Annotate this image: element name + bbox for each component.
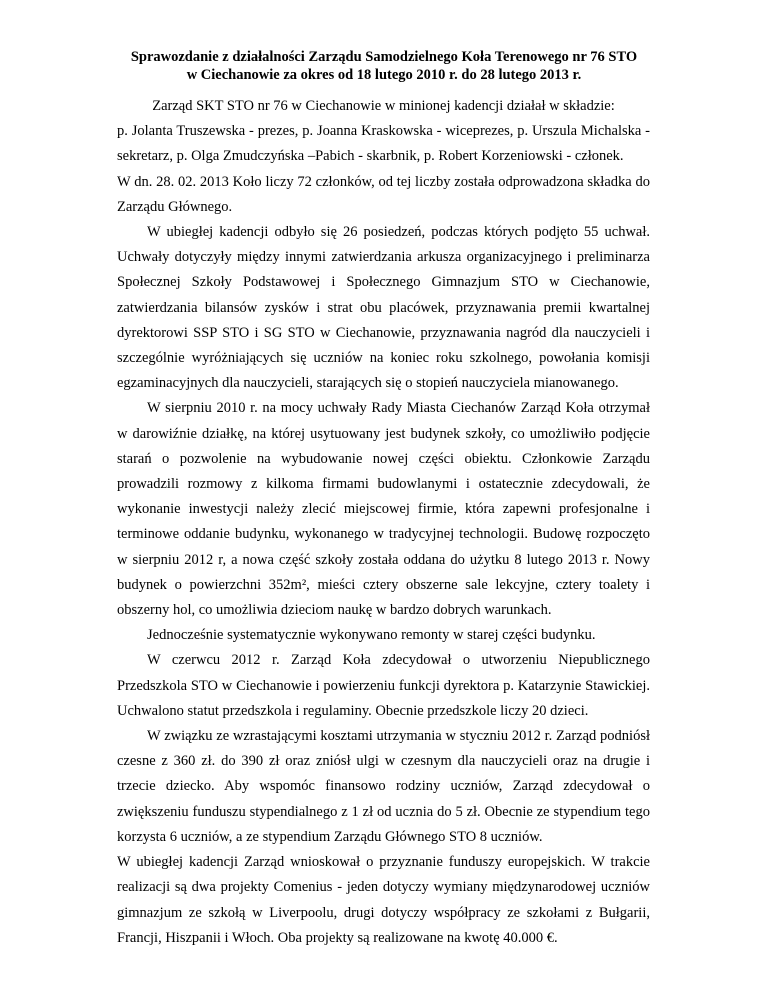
title-line-1: Sprawozdanie z działalności Zarządu Samodzielnego Koła Terenowego nr 76 STO bbox=[130, 49, 638, 65]
paragraph-board-members: p. Jolanta Truszewska - prezes, p. Joanna Kraskowska - wiceprezes, p. Urszula Michalska -sekretarz, p. Olga Zmudczyńska –Pabich - skarbnik, p. Robert Korzeniowski - członek. bbox=[117, 123, 650, 165]
paragraph-membership: W dn. 28. 02. 2013 Koło liczy 72 członków, od tej liczby została odprowadzona składka do Zarządu Głównego. bbox=[117, 173, 650, 215]
document-body bbox=[117, 94, 650, 951]
paragraph-renovations: Jednocześnie systematycznie wykonywano remonty w starej części budynku. bbox=[147, 627, 596, 644]
paragraph-building: W sierpniu 2010 r. na mocy uchwały Rady Miasta Ciechanów Zarząd Koła otrzymał w darowiźnie działkę, na której usytuowany jest budynek szkoły, co umożliwiło podjęcie starań o pozwolenie na wybudowanie nowej części obiektu. Członkowie Zarządu prowadzili rozmowy z kilkoma firmami budowlanymi i ostatecznie zdecydowali, że wykonanie inwestycji należy zlecić miejscowej firmie, która zapewni profesjonalne i terminowe oddanie budynku, wykonanego w tradycyjnej technologii. Budowę rozpoczęto w sierpniu 2012 r, a nowa część szkoły została oddana do użytku 8 lutego 2013 r. Nowy budynek o powierzchni 352m², mieści cztery obszerne sale lekcyjne, cztery toalety i obszerny hol, co umożliwia dzieciom naukę w bardzo dobrych warunkach. bbox=[117, 400, 650, 619]
paragraph-preschool: W czerwcu 2012 r. Zarząd Koła zdecydował o utworzeniu Niepublicznego Przedszkola STO w Ciechanowie i powierzeniu funkcji dyrektora p. Katarzynie Stawickiej. Uchwalono statut przedszkola i regulaminy. Obecnie przedszkole liczy 20 dzieci. bbox=[117, 652, 650, 719]
title-line-2: w Ciechanowie za okres od 18 lutego 2010 r. do 28 lutego 2013 r. bbox=[186, 67, 582, 83]
paragraph-board-intro: Zarząd SKT STO nr 76 w Ciechanowie w minionej kadencji działał w składzie: bbox=[152, 98, 615, 114]
paragraph-tuition: W związku ze wzrastającymi kosztami utrzymania w styczniu 2012 r. Zarząd podniósł czesne z 360 zł. do 390 zł oraz zniósł ulgi w czesnym dla nauczycieli oraz na drugie i trzecie dziecko. Aby wspomóc finansowo rodziny uczniów, Zarząd zdecydował o zwiększeniu funduszu stypendialnego z 1 zł od ucznia do 5 zł. Obecnie ze stypendium tego korzysta 6 uczniów, a ze stypendium Zarządu Głównego STO 8 uczniów. bbox=[117, 728, 650, 845]
paragraph-meetings: W ubiegłej kadencji odbyło się 26 posiedzeń, podczas których podjęto 55 uchwał. Uchwały dotyczyły między innymi zatwierdzania arkusza organizacyjnego i preliminarza Społecznej Szkoły Podstawowej i Społecznego Gimnazjum STO w Ciechanowie, zatwierdzania bilansów zysków i strat obu placówek, przyznawania premii kwartalnej dyrektorowi SSP STO i SG STO w Ciechanowie, przyznawania nagród dla nauczycieli i szczególnie wyróżniających się uczniów na koniec roku szkolnego, powołania komisji egzaminacyjnych dla nauczycieli, starających się o stopień nauczyciela mianowanego. bbox=[117, 224, 650, 392]
document-title bbox=[0, 48, 768, 84]
paragraph-eu-funds: W ubiegłej kadencji Zarząd wnioskował o przyznanie funduszy europejskich. W trakcie realizacji są dwa projekty Comenius - jeden dotyczy wymiany międzynarodowej uczniów gimnazjum ze szkołą w Liverpoolu, drugi dotyczy współpracy ze szkołami z Bułgarii, Francji, Hiszpanii i Włoch. Oba projekty są realizowane na kwotę 40.000 €. bbox=[117, 854, 650, 946]
